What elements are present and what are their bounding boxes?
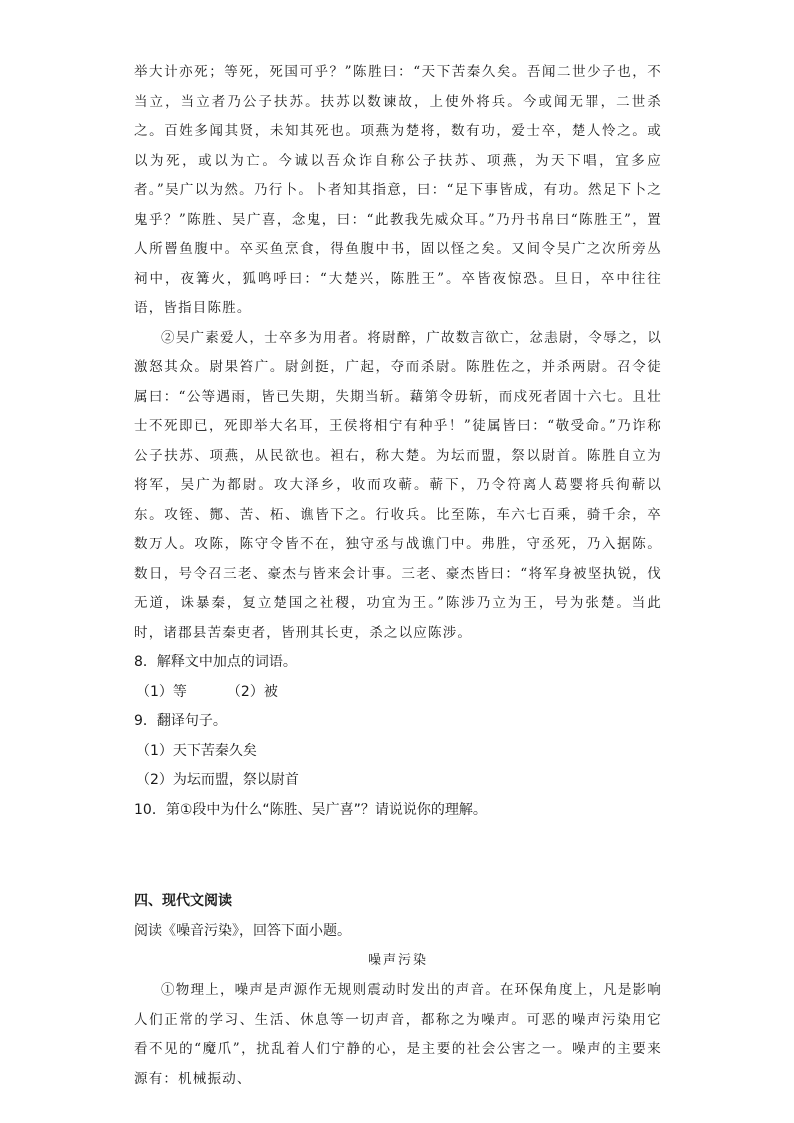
question-8-item-1: （1）等 bbox=[136, 683, 187, 700]
question-9-item-1: （1）天下苦秦久矣 bbox=[136, 742, 257, 759]
question-8-items bbox=[134, 678, 662, 708]
section-heading: 四、现代文阅读 bbox=[134, 893, 232, 909]
question-8-item-2: （2）被 bbox=[226, 683, 278, 700]
answer-space bbox=[134, 825, 662, 887]
classical-passage-paragraph-1: 举大计亦死；等死，死国可乎？”陈胜曰：“天下苦秦久矣。吾闻二世少子也，不当立，当立者乃公子扶苏。扶苏以数谏故，上使外将兵。今或闻无罪，二世杀之。百姓多闻其贤，未知其死也。项燕为楚将，数有功，爱士卒，楚人怜之。或以为死，或以为亡。今诚以吾众诈自称公子扶苏、项燕，为天下唱，宜多应者。”吴广以为然。乃行卜。卜者知其指意，曰：“足下事皆成，有功。然足下卜之鬼乎？”陈胜、吴广喜，念鬼，曰：“此教我先威众耳。”乃丹书帛曰“陈胜王”，置人所罾鱼腹中。卒买鱼烹食，得鱼腹中书，固以怪之矣。又间令吴广之次所旁丛祠中，夜篝火，狐鸣呼曰：“大楚兴，陈胜王”。卒皆夜惊恐。旦日，卒中往往语，皆指目陈胜。 bbox=[134, 64, 662, 316]
article-paragraph-1: ①物理上，噪声是声源作无规则震动时发出的声音。在环保角度上，凡是影响人们正常的学习、生活、休息等一切声音，都称之为噪声。可恶的噪声污染用它看不见的“魔爪”，扰乱着人们宁静的心，是主要的社会公害之一。噪声的主要来源有：机械振动、 bbox=[134, 982, 662, 1087]
question-9: 9．翻译句子。 bbox=[134, 713, 227, 729]
article-title: 噪声污染 bbox=[367, 953, 428, 968]
question-8: 8．解释文中加点的词语。 bbox=[134, 654, 297, 670]
question-10: 10．第①段中为什么“陈胜、吴广喜”？请说说你的理解。 bbox=[134, 801, 487, 818]
classical-passage-paragraph-2: ②吴广素爱人，士卒多为用者。将尉醉，广故数言欲亡，忿恚尉，令辱之，以激怒其众。尉果笞广。尉剑挺，广起，夺而杀尉。陈胜佐之，并杀两尉。召令徒属曰：“公等遇雨，皆已失期，失期当斩。藉第令毋斩，而戍死者固十六七。且壮士不死即已，死即举大名耳，王侯将相宁有种乎！”徒属皆曰：“敬受命。”乃诈称公子扶苏、项燕，从民欲也。袒右，称大楚。为坛而盟，祭以尉首。陈胜自立为将军，吴广为都尉。攻大泽乡，收而攻蕲。蕲下，乃令符离人葛婴将兵徇蕲以东。攻铚、酂、苦、柘、谯皆下之。行收兵。比至陈，车六七百乘，骑千余，卒数万人。攻陈，陈守令皆不在，独守丞与战谯门中。弗胜，守丞死，乃入据陈。数日，号令召三老、豪杰与皆来会计事。三老、豪杰皆曰：“将军身被坚执锐，伐无道，诛暴秦，复立楚国之社稷，功宜为王。”陈涉乃立为王，号为张楚。当此时，诸郡县苦秦吏者，皆刑其长吏，杀之以应陈涉。 bbox=[134, 329, 662, 641]
question-9-item-2: （2）为坛而盟，祭以尉首 bbox=[136, 772, 299, 788]
reading-instruction: 阅读《噪音污染》，回答下面小题。 bbox=[134, 922, 351, 939]
document-page bbox=[134, 58, 662, 1094]
